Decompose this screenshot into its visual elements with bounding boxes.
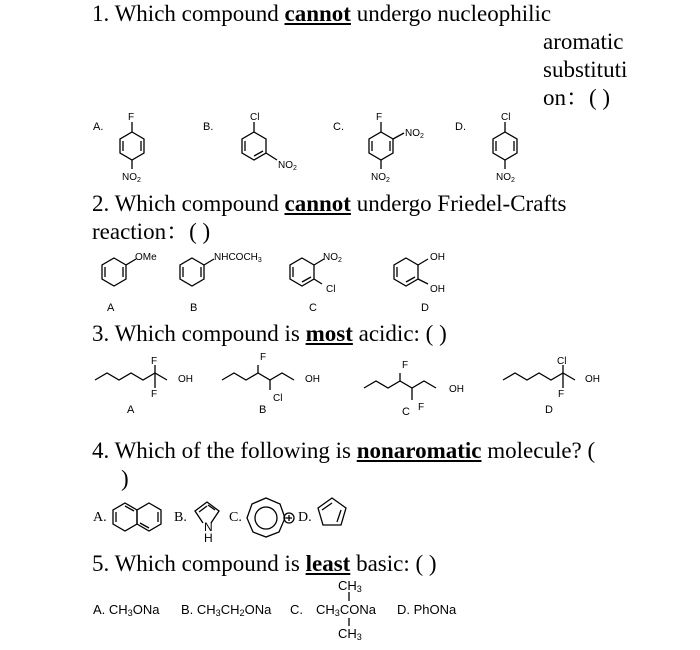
q3-emphasis: most — [305, 321, 353, 346]
q1-option-a-letter: A. — [93, 121, 104, 133]
q3-option-b-oh: OH — [305, 374, 320, 385]
q3-option-d-letter: D — [545, 404, 553, 416]
q1-option-c-bottom: $NO_2$ — [371, 172, 390, 184]
q4-option-d-letter: D. — [298, 510, 312, 525]
q3-option-c-sub2: F — [418, 402, 425, 413]
q5-option-c-top: $CH_3$ — [338, 578, 362, 594]
q2-option-c-letter: C — [309, 302, 317, 314]
q3-option-c-letter: C — [402, 406, 410, 418]
q5-option-c-letter: C. — [290, 602, 303, 617]
q2-option-b-sub: $NHCOCH_3$ — [214, 252, 262, 264]
q1-line1: 1. Which compound cannot undergo nucleophilic — [92, 1, 552, 26]
q5-option-c-bottom: $CH_3$ — [338, 626, 362, 642]
q1-option-a-bottom: $NO_2$ — [122, 172, 141, 184]
q1-option-c-side: $NO_2$ — [405, 128, 424, 140]
q2-option-d-sub1: OH — [430, 252, 445, 263]
q4-option-b-atom: N — [204, 520, 213, 534]
q1-option-c-letter: C. — [333, 121, 344, 133]
q4-option-a-letter: A. — [93, 510, 107, 525]
q2-emphasis: cannot — [284, 191, 351, 216]
q2-option-d-sub2: OH — [430, 284, 445, 295]
q2-option-a-sub: OMe — [135, 252, 157, 263]
q1-option-a-top: F — [128, 112, 135, 123]
q3-option-b-sub2: Cl — [273, 393, 283, 404]
q5-option-b: B. $CH_3CH_2ONa$ — [181, 602, 272, 618]
q4-option-c-letter: C. — [229, 510, 242, 525]
q5-option-c-main: $CH_3CONa$ — [316, 602, 376, 618]
q3-option-d-oh: OH — [585, 374, 600, 385]
q1-line2: aromatic — [543, 29, 624, 54]
q2-option-a-structure — [94, 258, 154, 298]
q3-option-d-sub1: Cl — [557, 356, 567, 367]
q1-option-b-top: Cl — [250, 112, 260, 123]
q3-option-a-sub1: F — [151, 356, 158, 367]
q1-option-c-top: F — [376, 112, 383, 123]
q5-line1: 5. Which compound is least basic: ( ) — [92, 551, 437, 576]
q3-option-d-sub2: F — [558, 389, 565, 400]
q1-option-d-letter: D. — [455, 121, 466, 133]
q1-option-d-bottom: $NO_2$ — [496, 172, 515, 184]
q1-option-d-top: Cl — [501, 112, 511, 123]
q3-line1: 3. Which compound is most acidic: ( ) — [92, 321, 447, 346]
q3-option-a-oh: OH — [178, 374, 193, 385]
q4-option-b-letter: B. — [174, 510, 187, 525]
q5-option-a: A. $CH_3ONa$ — [93, 602, 160, 618]
q2-option-a-letter: A — [107, 302, 115, 314]
q4-line2: ) — [121, 466, 129, 491]
q3-option-b-letter: B — [259, 404, 267, 416]
q4-option-a-structure — [108, 501, 178, 541]
q4-option-b-h: H — [204, 531, 213, 545]
q4-line1: 4. Which of the following is nonaromatic molecule? ( — [92, 438, 596, 463]
q2-option-c-sub1: $NO_2$ — [323, 252, 342, 264]
q2-option-c-sub2: Cl — [326, 284, 336, 295]
q5-emphasis: least — [305, 551, 351, 576]
q4-emphasis: nonaromatic — [356, 438, 482, 463]
q3-option-a-sub2: F — [151, 389, 158, 400]
q1-emphasis: cannot — [284, 1, 351, 26]
q3-option-c-oh: OH — [449, 384, 464, 395]
q3-option-c-sub1: F — [402, 360, 409, 371]
q1-line3: substituti — [543, 57, 628, 82]
q2-option-b-letter: B — [190, 302, 198, 314]
q3-option-b-sub1: F — [260, 352, 267, 363]
q5-option-d: D. PhONa — [397, 602, 457, 617]
q2-option-b-structure — [172, 258, 232, 298]
q2-line2: reaction：( ) — [92, 219, 211, 244]
q1-option-b-letter: B. — [203, 121, 214, 133]
q1-line4: on：( ) — [543, 85, 611, 110]
q1-option-b-side: $NO_2$ — [278, 160, 297, 172]
q2-line1: 2. Which compound cannot undergo Friedel-Crafts — [92, 191, 567, 216]
q4-option-d-structure — [315, 495, 355, 535]
q3-option-a-letter: A — [127, 404, 135, 416]
q2-option-d-letter: D — [421, 302, 429, 314]
